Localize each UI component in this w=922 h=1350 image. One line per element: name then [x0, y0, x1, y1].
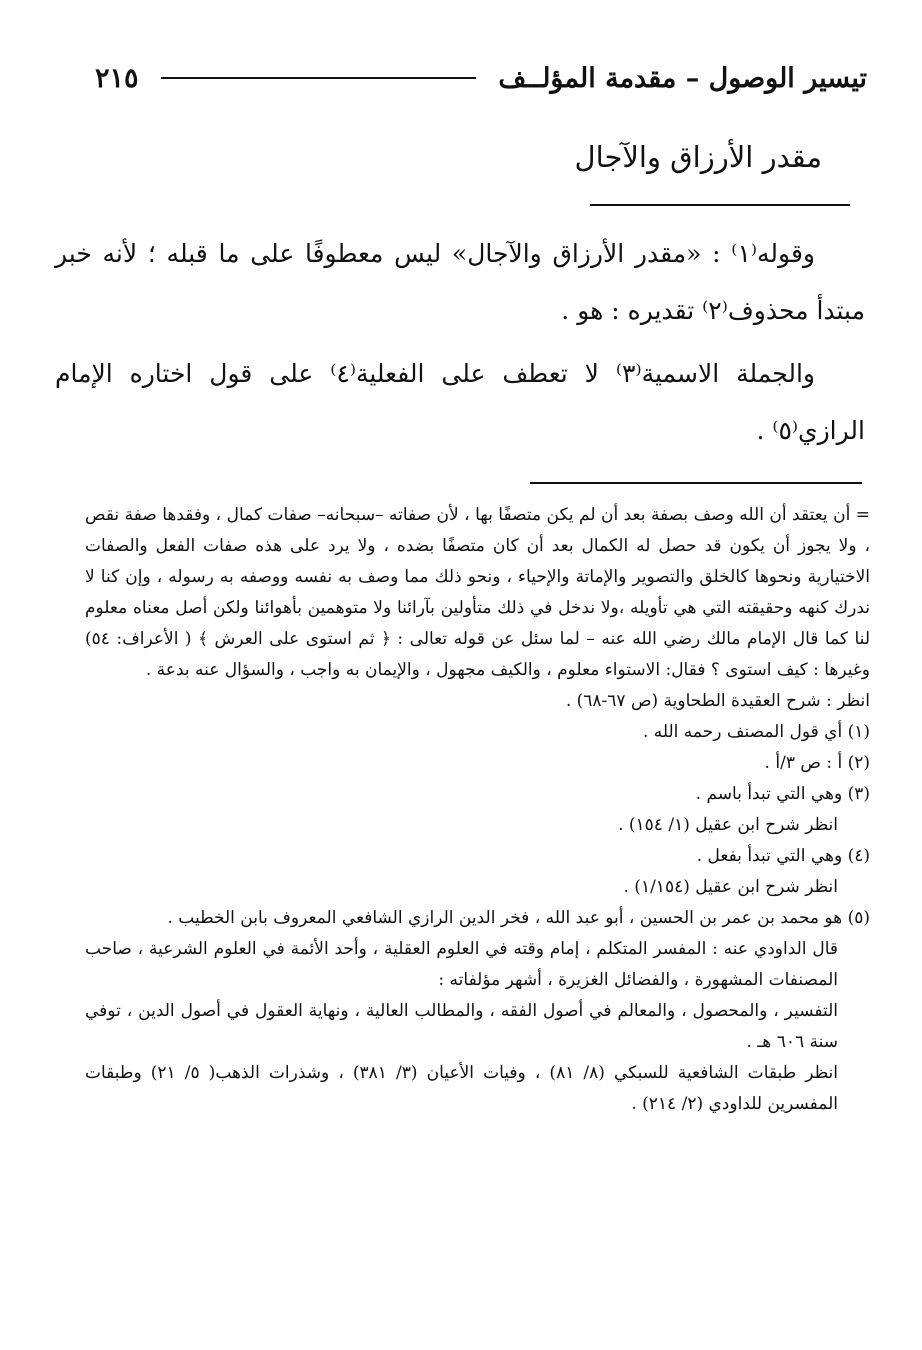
- footnote-5: (٥) هو محمد بن عمر بن الحسين ، أبو عبد الله ، فخر الدين الرازي الشافعي المعروف بابن الخطيب .: [167, 908, 870, 928]
- footnote-5-biography: قال الداودي عنه : المفسر المتكلم ، إمام وقته في العلوم العقلية ، وأحد الأئمة في العلوم الشرعية ، صاحب المصنفات المشهورة ، والفضائل الغزيرة ، أشهر مؤلفاته :: [85, 939, 838, 990]
- running-header: [95, 56, 867, 100]
- section-title: مقدر الأرزاق والآجال: [574, 140, 822, 174]
- footnote-continuation-reference: انظر : شرح العقيدة الطحاوية (ص ٦٧-٦٨) .: [565, 691, 870, 711]
- footnote-4: (٤) وهي التي تبدأ بفعل .: [696, 846, 870, 866]
- title-underline: [590, 204, 850, 206]
- footnote-2: (٢) أ : ص ٣/أ .: [764, 753, 870, 773]
- header-rule: [161, 77, 477, 79]
- main-text: [55, 225, 865, 465]
- page-number: ٢١٥: [95, 62, 139, 94]
- footnote-continuation: = أن يعتقد أن الله وصف بصفة بعد أن لم يكن متصفًا بها ، لأن صفاته –سبحانه– صفات كمال ، وفقدها صفة نقص ، ولا يجوز أن يكون قد حصل له الكمال بعد أن كان متصفًا بضده ، ولا يرد على هذه صفات الفعل والصفات الاختيارية ونحوها كالخلق والتصوير والإماتة والإحياء ، ونحو ذلك مما وصف به نفسه ووصفه به رسوله ، وإن كنا لا ندرك كنهه وحقيقته التي هي تأويله ،ولا ندخل في ذلك متأولين بآرائنا ولا متوهمين بأهوائنا ولكن أصل معناه معلوم لنا كما قال الإمام مالك رضي الله عنه – لما سئل عن قوله تعالى : ﴿ ثم استوى على العرش ﴾ ( الأعراف: ٥٤) وغيرها : كيف استوى ؟ فقال: الاستواء معلوم ، والكيف مجهول ، والإيمان به واجب ، والسؤال عنه بدعة .: [85, 505, 870, 680]
- footnotes: [85, 500, 870, 1120]
- footnote-separator: [530, 482, 862, 484]
- running-title: تيسير الوصول – مقدمة المؤلــف: [498, 62, 867, 94]
- footnote-3-reference: انظر شرح ابن عقيل (١/ ١٥٤) .: [618, 815, 838, 835]
- footnote-4-reference: انظر شرح ابن عقيل (١/١٥٤) .: [623, 877, 838, 897]
- footnote-3: (٣) وهي التي تبدأ باسم .: [695, 784, 870, 804]
- footnote-5-works: التفسير ، والمحصول ، والمعالم في أصول الفقه ، والمطالب العالية ، ونهاية العقول في أصول الدين ، توفي سنة ٦٠٦ هـ .: [85, 1001, 838, 1052]
- body-paragraph-2: والجملة الاسمية⁽٣⁾ لا تعطف على الفعلية⁽٤⁾ على قول اختاره الإمام الرازي⁽٥⁾ .: [55, 359, 865, 445]
- body-paragraph-1: وقوله⁽١⁾ : «مقدر الأرزاق والآجال» ليس معطوفًا على ما قبله ؛ لأنه خبر مبتدأ محذوف⁽٢⁾ تقديره : هو .: [55, 239, 865, 325]
- footnote-5-references: انظر طبقات الشافعية للسبكي (٨/ ٨١) ، وفيات الأعيان (٣/ ٣٨١) ، وشذرات الذهب( ٥/ ٢١) وطبقات المفسرين للداودي (٢/ ٢١٤) .: [85, 1063, 839, 1114]
- footnote-1: (١) أي قول المصنف رحمه الله .: [642, 722, 870, 742]
